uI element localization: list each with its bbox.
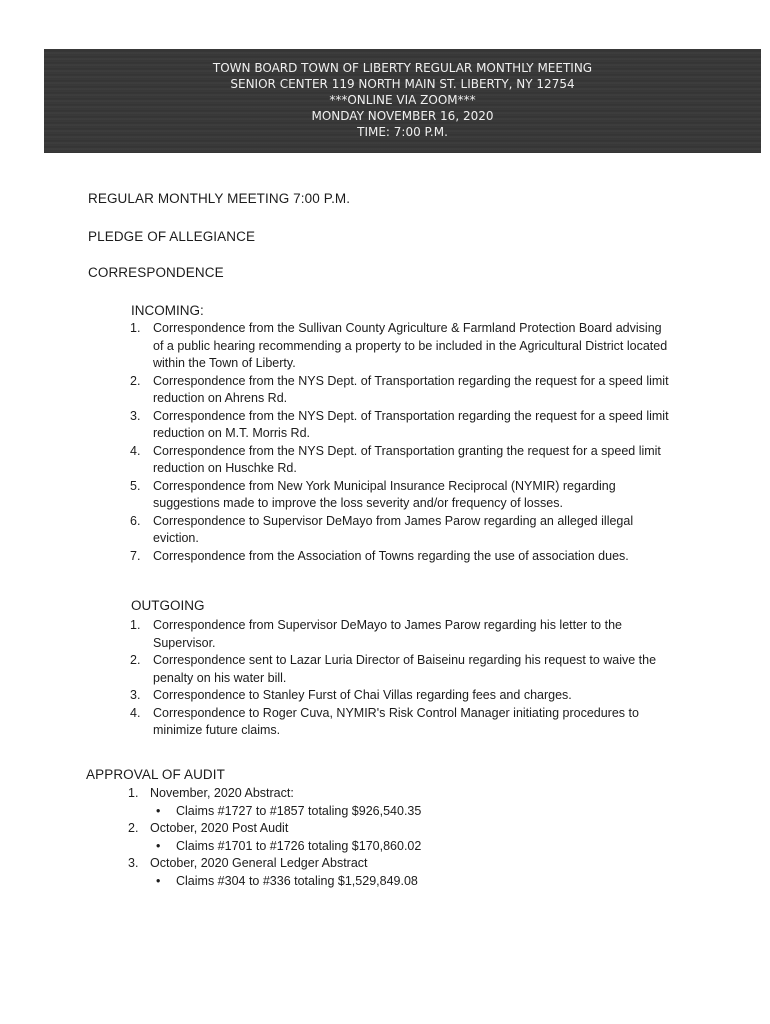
incoming-heading: INCOMING: <box>131 303 204 318</box>
header-line-location: SENIOR CENTER 119 NORTH MAIN ST. LIBERTY, NY 12754 <box>230 77 575 91</box>
meeting-header-banner <box>44 49 761 153</box>
incoming-list <box>130 320 673 565</box>
list-item: 7. Correspondence from the Association of Towns regarding the use of association dues. <box>130 548 629 563</box>
list-item: 5. Correspondence from New York Municipal Insurance Reciprocal (NYMIR) regarding suggestions made to improve the loss severity and/or frequency of losses. <box>130 478 616 510</box>
outgoing-heading: OUTGOING <box>131 598 205 613</box>
outgoing-list <box>130 617 673 740</box>
list-item: 4. Correspondence to Roger Cuva, NYMIR's Risk Control Manager initiating procedures to minimize future claims. <box>130 705 639 737</box>
list-item: 3. Correspondence to Stanley Furst of Chai Villas regarding fees and charges. <box>130 688 572 702</box>
audit-item: 1. November, 2020 Abstract: <box>128 786 294 800</box>
list-item: 1. Correspondence from Supervisor DeMayo to James Parow regarding his letter to the Supervisor. <box>130 618 622 650</box>
header-line-online: ***ONLINE VIA ZOOM*** <box>329 93 476 107</box>
header-line-time: TIME: 7:00 P.M. <box>357 125 448 139</box>
section-approval-of-audit: APPROVAL OF AUDIT <box>86 767 225 782</box>
header-line-title: TOWN BOARD TOWN OF LIBERTY REGULAR MONTHLY MEETING <box>212 61 593 75</box>
audit-item: 3. October, 2020 General Ledger Abstract <box>128 856 368 870</box>
audit-list <box>128 785 421 890</box>
audit-claims-bullet: • Claims #1727 to #1857 totaling $926,540.35 <box>156 803 422 818</box>
section-correspondence: CORRESPONDENCE <box>88 265 224 280</box>
section-regular-meeting: REGULAR MONTHLY MEETING 7:00 P.M. <box>88 191 351 206</box>
section-pledge: PLEDGE OF ALLEGIANCE <box>88 229 256 244</box>
list-item: 3. Correspondence from the NYS Dept. of Transportation regarding the request for a speed limit reduction on M.T. Morris Rd. <box>130 408 669 440</box>
list-item: 2. Correspondence from the NYS Dept. of Transportation regarding the request for a speed limit reduction on Ahrens Rd. <box>130 373 669 405</box>
list-item: 4. Correspondence from the NYS Dept. of Transportation granting the request for a speed limit reduction on Huschke Rd. <box>130 443 661 475</box>
audit-claims-bullet: • Claims #304 to #336 totaling $1,529,849.08 <box>156 873 418 888</box>
header-line-date: MONDAY NOVEMBER 16, 2020 <box>311 109 494 123</box>
list-item: 6. Correspondence to Supervisor DeMayo from James Parow regarding an alleged illegal eviction. <box>130 513 634 545</box>
list-item: 2. Correspondence sent to Lazar Luria Director of Baiseinu regarding his request to waive the penalty on his water bill. <box>130 653 657 685</box>
list-item: 1. Correspondence from the Sullivan County Agriculture & Farmland Protection Board advising of a public hearing recommending a property to be included in the Agricultural District located within the Town of Liberty. <box>130 321 668 370</box>
audit-item: 2. October, 2020 Post Audit <box>128 821 289 835</box>
audit-claims-bullet: • Claims #1701 to #1726 totaling $170,860.02 <box>156 838 422 853</box>
